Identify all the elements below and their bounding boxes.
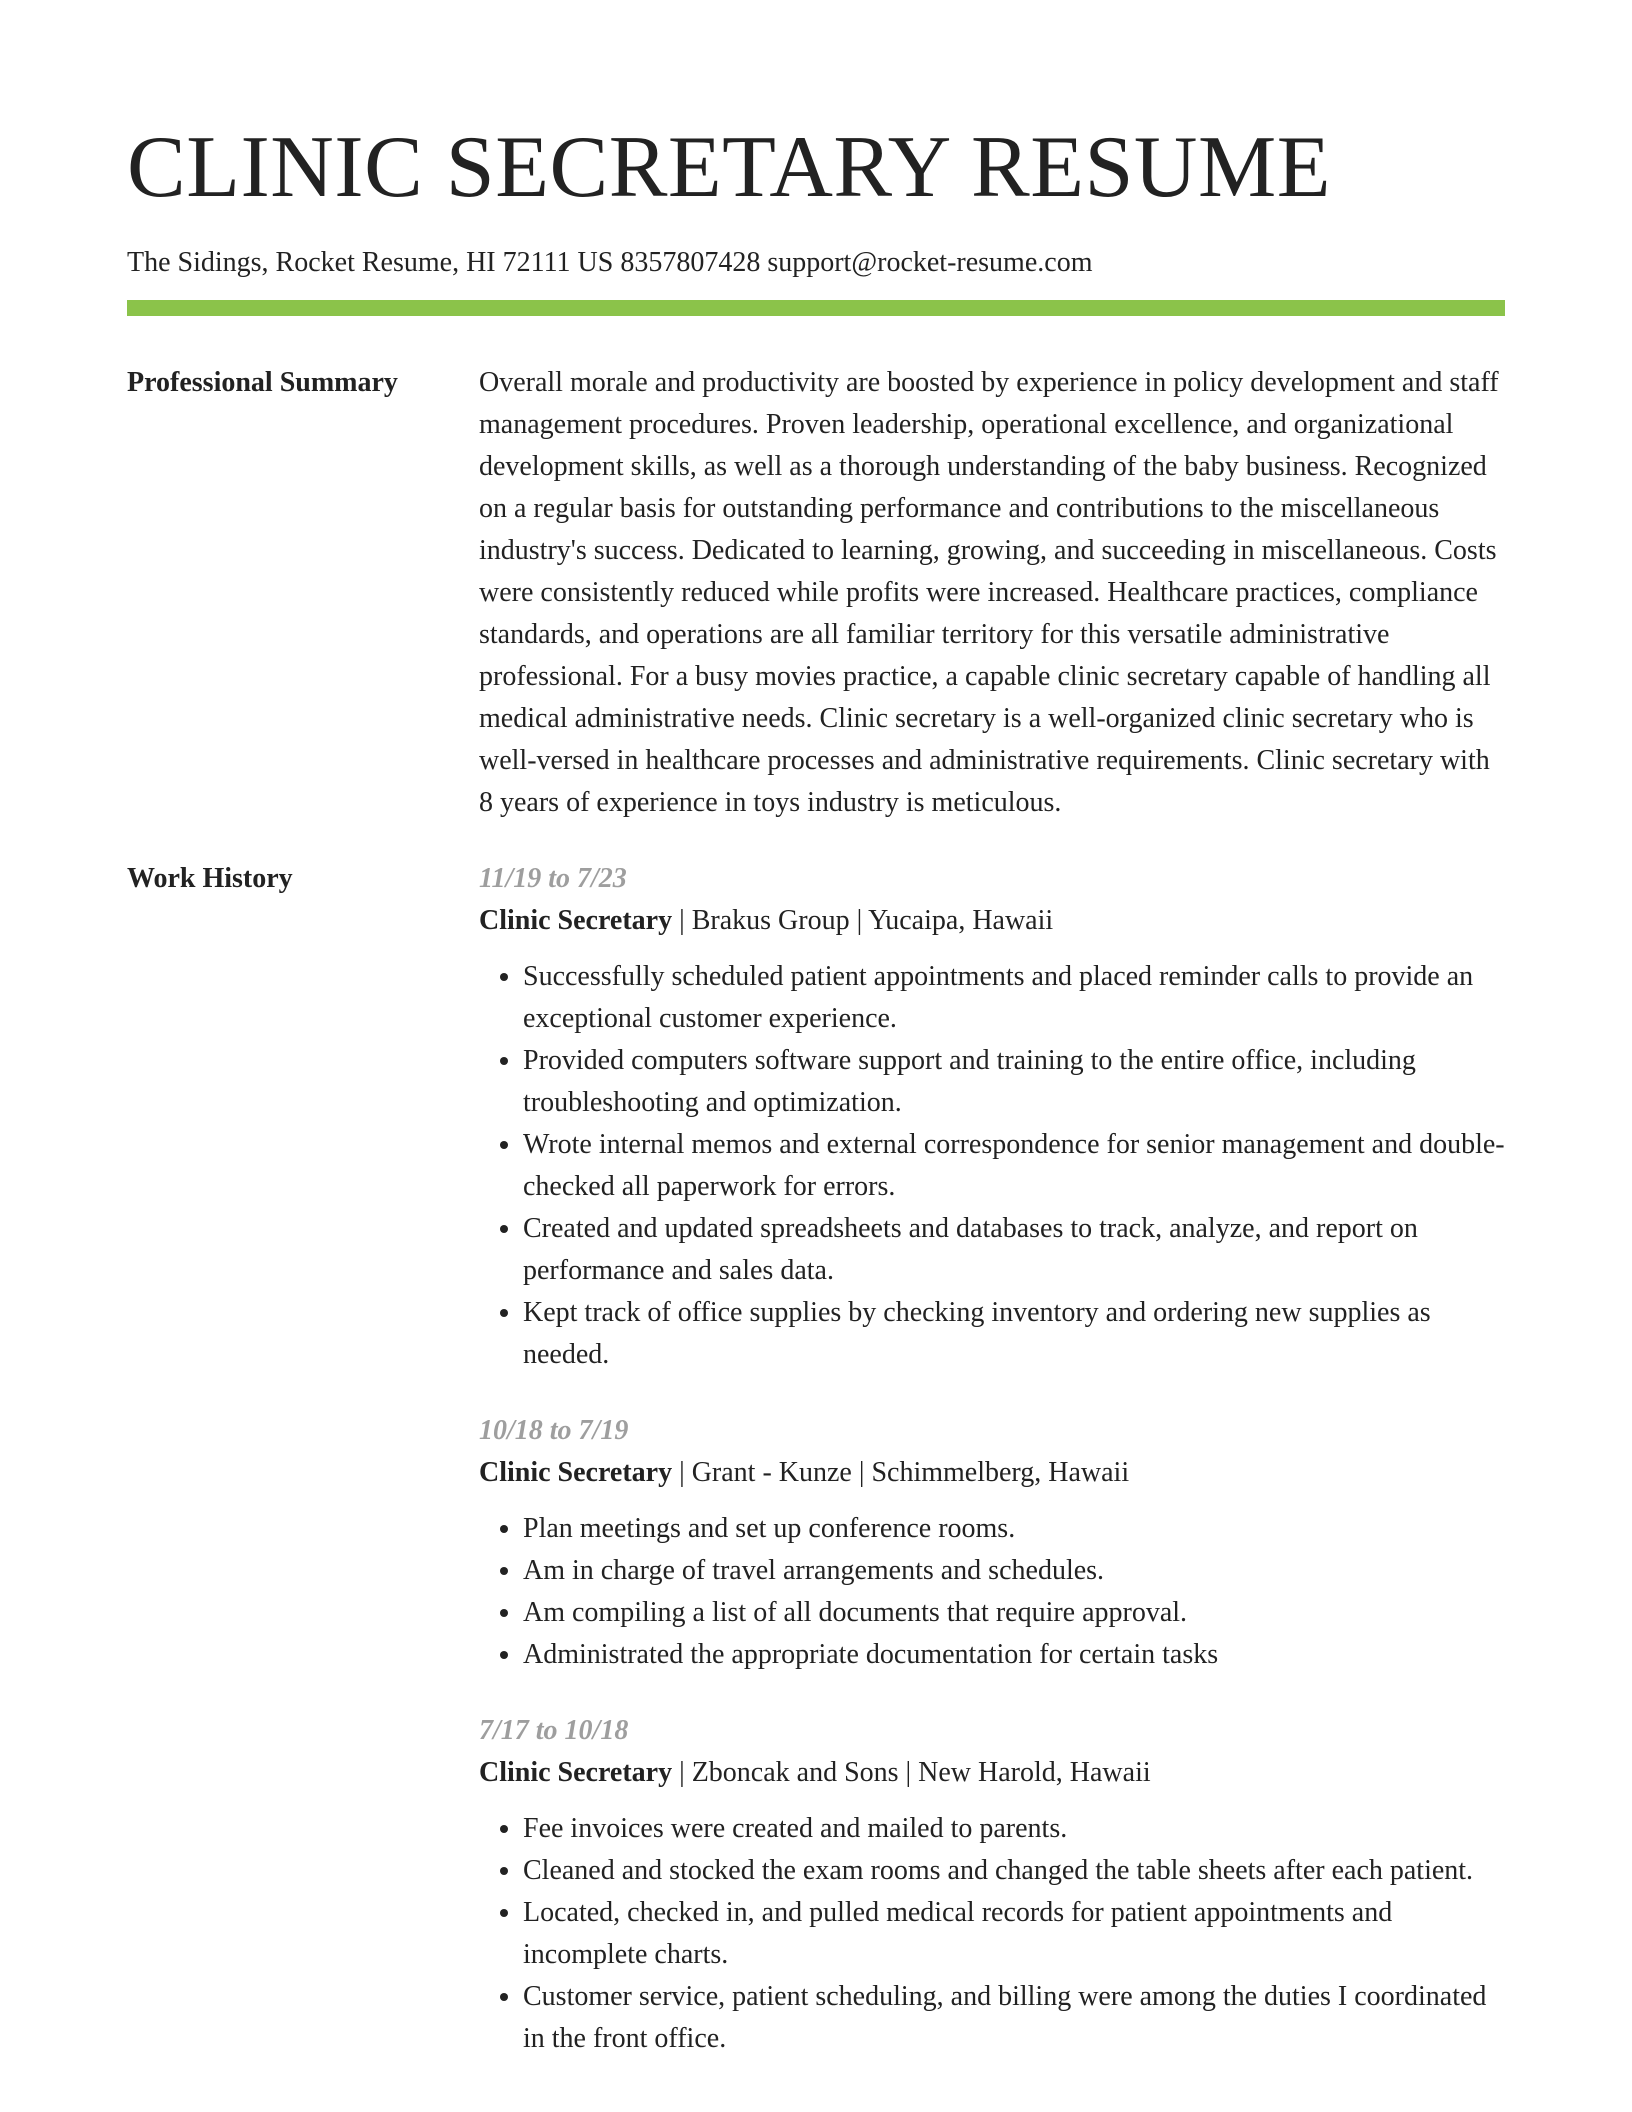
job-duties-list (479, 1808, 1505, 2060)
job-employer-location: | Grant - Kunze | Schimmelberg, Hawaii (672, 1457, 1130, 1488)
job-duties-list (479, 1508, 1505, 1676)
job-heading (479, 900, 1505, 942)
section-body (479, 362, 1505, 824)
job-employer-location: | Zboncak and Sons | New Harold, Hawaii (672, 1757, 1151, 1788)
accent-divider (127, 300, 1505, 316)
section-label: Work History (127, 863, 293, 894)
list-item: • Am compiling a list of all documents that require approval. (523, 1592, 1505, 1634)
work-history-section (127, 858, 1505, 2060)
section-label: Professional Summary (127, 367, 398, 398)
summary-text: Overall morale and productivity are boosted by experience in policy development and staff management procedures. Proven leadership, operational excellence, and organizational development skills, as well as a thorough understanding of the baby business. Recognized on a regular basis for outstanding performance and contributions to the miscellaneous industry's success. Dedicated to learning, growing, and succeeding in miscellaneous. Costs were consistently reduced while profits were increased. Healthcare practices, compliance standards, and operations are all familiar territory for this versatile administrative professional. For a busy movies practice, a capable clinic secretary capable of handling all medical administrative needs. Clinic secretary is a well-organized clinic secretary who is well-versed in healthcare processes and administrative requirements. Clinic secretary with 8 years of experience in toys industry is meticulous. (479, 367, 1499, 818)
job-heading (479, 1452, 1505, 1494)
job-dates: 11/19 to 7/23 (479, 863, 627, 894)
list-item: • Fee invoices were created and mailed to parents. (523, 1808, 1505, 1850)
list-item: • Successfully scheduled patient appointments and placed reminder calls to provide an exceptional customer experience. (523, 956, 1505, 1040)
list-item: • Kept track of office supplies by checking inventory and ordering new supplies as needed. (523, 1292, 1505, 1376)
list-item: • Customer service, patient scheduling, and billing were among the duties I coordinated in the front office. (523, 1976, 1505, 2060)
list-item: • Provided computers software support and training to the entire office, including troubleshooting and optimization. (523, 1040, 1505, 1124)
job-duties-list (479, 956, 1505, 1376)
list-item: • Plan meetings and set up conference rooms. (523, 1508, 1505, 1550)
list-item: • Cleaned and stocked the exam rooms and changed the table sheets after each patient. (523, 1850, 1505, 1892)
list-item: • Administrated the appropriate documentation for certain tasks (523, 1634, 1505, 1676)
job-entry (479, 858, 1505, 1376)
job-employer-location: | Brakus Group | Yucaipa, Hawaii (672, 905, 1054, 936)
list-item: • Wrote internal memos and external correspondence for senior management and double-checked all paperwork for errors. (523, 1124, 1505, 1208)
job-dates: 7/17 to 10/18 (479, 1715, 629, 1746)
contact-line: The Sidings, Rocket Resume, HI 72111 US 8357807428 support@rocket-resume.com (127, 247, 1093, 278)
job-entry (479, 1710, 1505, 2060)
list-item: • Located, checked in, and pulled medical records for patient appointments and incomplete charts. (523, 1892, 1505, 1976)
job-heading (479, 1752, 1505, 1794)
job-title: Clinic Secretary (479, 905, 673, 936)
page-title: CLINIC SECRETARY RESUME (127, 119, 1331, 216)
job-title: Clinic Secretary (479, 1757, 673, 1788)
list-item: • Created and updated spreadsheets and databases to track, analyze, and report on performance and sales data. (523, 1208, 1505, 1292)
job-title: Clinic Secretary (479, 1457, 673, 1488)
list-item: • Am in charge of travel arrangements and schedules. (523, 1550, 1505, 1592)
job-entry (479, 1410, 1505, 1676)
job-dates: 10/18 to 7/19 (479, 1415, 629, 1446)
section-body (479, 858, 1505, 2060)
professional-summary-section (127, 362, 1505, 824)
